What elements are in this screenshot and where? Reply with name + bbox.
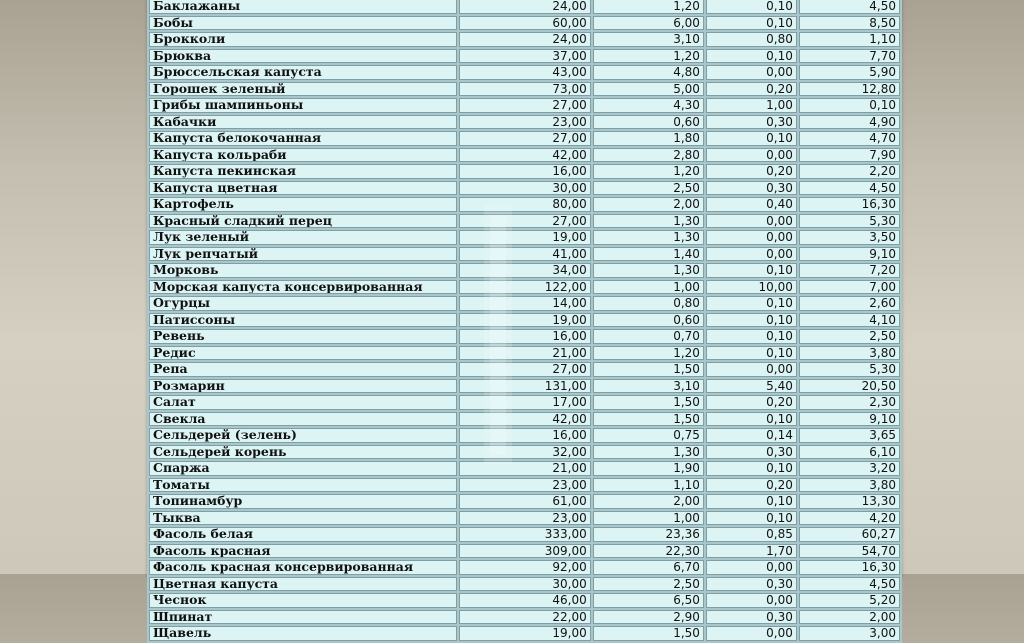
value-cell: 0,10: [706, 16, 797, 31]
value-cell: 0,10: [706, 346, 797, 361]
product-name-cell: Капуста кольраби: [149, 148, 457, 163]
value-cell: 80,00: [459, 197, 590, 212]
value-cell: 4,20: [799, 511, 900, 526]
value-cell: 1,20: [593, 0, 704, 14]
value-cell: 8,50: [799, 16, 900, 31]
table-row: [149, 16, 900, 31]
value-cell: 4,50: [799, 0, 900, 14]
value-cell: 19,00: [459, 626, 590, 641]
product-name-cell: Сельдерей корень: [149, 445, 457, 460]
value-cell: 0,20: [706, 395, 797, 410]
product-name-cell: Грибы шампиньоны: [149, 98, 457, 113]
value-cell: 2,50: [593, 577, 704, 592]
value-cell: 2,50: [593, 181, 704, 196]
value-cell: 0,85: [706, 527, 797, 542]
product-name-cell: Патиссоны: [149, 313, 457, 328]
value-cell: 4,90: [799, 115, 900, 130]
product-name-cell: Фасоль белая: [149, 527, 457, 542]
table-row: [149, 247, 900, 262]
value-cell: 1,20: [593, 346, 704, 361]
table-row: [149, 626, 900, 641]
table-row: [149, 544, 900, 559]
table-row: [149, 131, 900, 146]
value-cell: 23,36: [593, 527, 704, 542]
value-cell: 23,00: [459, 478, 590, 493]
table-row: [149, 610, 900, 625]
table-row: [149, 296, 900, 311]
product-name-cell: Ревень: [149, 329, 457, 344]
value-cell: 46,00: [459, 593, 590, 608]
value-cell: 0,00: [706, 626, 797, 641]
product-name-cell: Брюква: [149, 49, 457, 64]
product-name-cell: Фасоль красная: [149, 544, 457, 559]
table-row: [149, 412, 900, 427]
value-cell: 41,00: [459, 247, 590, 262]
table-row: [149, 313, 900, 328]
value-cell: 0,80: [706, 32, 797, 47]
value-cell: 0,60: [593, 115, 704, 130]
value-cell: 22,00: [459, 610, 590, 625]
value-cell: 0,30: [706, 610, 797, 625]
value-cell: 0,20: [706, 164, 797, 179]
value-cell: 3,10: [593, 32, 704, 47]
value-cell: 4,50: [799, 181, 900, 196]
value-cell: 30,00: [459, 577, 590, 592]
value-cell: 0,40: [706, 197, 797, 212]
product-name-cell: Лук репчатый: [149, 247, 457, 262]
value-cell: 4,10: [799, 313, 900, 328]
product-name-cell: Редис: [149, 346, 457, 361]
value-cell: 7,00: [799, 280, 900, 295]
table-row: [149, 379, 900, 394]
product-name-cell: Тыква: [149, 511, 457, 526]
product-name-cell: Свекла: [149, 412, 457, 427]
value-cell: 0,30: [706, 115, 797, 130]
value-cell: 0,10: [706, 0, 797, 14]
value-cell: 1,20: [593, 49, 704, 64]
nutrition-table-container: [147, 0, 902, 640]
value-cell: 37,00: [459, 49, 590, 64]
product-name-cell: Картофель: [149, 197, 457, 212]
value-cell: 0,10: [706, 49, 797, 64]
value-cell: 16,00: [459, 329, 590, 344]
value-cell: 13,30: [799, 494, 900, 509]
product-name-cell: Капуста цветная: [149, 181, 457, 196]
value-cell: 19,00: [459, 313, 590, 328]
table-row: [149, 527, 900, 542]
value-cell: 2,20: [799, 164, 900, 179]
value-cell: 3,10: [593, 379, 704, 394]
value-cell: 7,70: [799, 49, 900, 64]
value-cell: 1,00: [593, 280, 704, 295]
value-cell: 6,50: [593, 593, 704, 608]
value-cell: 3,00: [799, 626, 900, 641]
product-name-cell: Баклажаны: [149, 0, 457, 14]
table-row: [149, 478, 900, 493]
product-name-cell: Капуста пекинская: [149, 164, 457, 179]
value-cell: 0,00: [706, 247, 797, 262]
value-cell: 0,75: [593, 428, 704, 443]
value-cell: 0,70: [593, 329, 704, 344]
value-cell: 2,00: [593, 494, 704, 509]
product-name-cell: Капуста белокочанная: [149, 131, 457, 146]
table-row: [149, 32, 900, 47]
value-cell: 3,50: [799, 230, 900, 245]
value-cell: 0,60: [593, 313, 704, 328]
product-name-cell: Топинамбур: [149, 494, 457, 509]
value-cell: 5,40: [706, 379, 797, 394]
product-name-cell: Спаржа: [149, 461, 457, 476]
value-cell: 0,80: [593, 296, 704, 311]
value-cell: 1,80: [593, 131, 704, 146]
table-row: [149, 593, 900, 608]
value-cell: 24,00: [459, 32, 590, 47]
value-cell: 16,30: [799, 197, 900, 212]
value-cell: 21,00: [459, 346, 590, 361]
table-row: [149, 115, 900, 130]
value-cell: 0,10: [706, 329, 797, 344]
value-cell: 0,10: [706, 131, 797, 146]
value-cell: 27,00: [459, 214, 590, 229]
value-cell: 333,00: [459, 527, 590, 542]
value-cell: 0,10: [706, 494, 797, 509]
value-cell: 5,30: [799, 362, 900, 377]
value-cell: 23,00: [459, 115, 590, 130]
value-cell: 34,00: [459, 263, 590, 278]
value-cell: 14,00: [459, 296, 590, 311]
nutrition-table: [147, 0, 902, 643]
value-cell: 21,00: [459, 461, 590, 476]
product-name-cell: Цветная капуста: [149, 577, 457, 592]
product-name-cell: Томаты: [149, 478, 457, 493]
product-name-cell: Чеснок: [149, 593, 457, 608]
value-cell: 42,00: [459, 412, 590, 427]
value-cell: 0,00: [706, 593, 797, 608]
value-cell: 2,00: [799, 610, 900, 625]
table-row: [149, 230, 900, 245]
value-cell: 73,00: [459, 82, 590, 97]
value-cell: 0,20: [706, 82, 797, 97]
value-cell: 54,70: [799, 544, 900, 559]
value-cell: 0,10: [706, 313, 797, 328]
product-name-cell: Красный сладкий перец: [149, 214, 457, 229]
product-name-cell: Кабачки: [149, 115, 457, 130]
value-cell: 0,00: [706, 362, 797, 377]
value-cell: 60,27: [799, 527, 900, 542]
value-cell: 4,50: [799, 577, 900, 592]
product-name-cell: Шпинат: [149, 610, 457, 625]
product-name-cell: Розмарин: [149, 379, 457, 394]
value-cell: 4,30: [593, 98, 704, 113]
value-cell: 0,00: [706, 560, 797, 575]
table-row: [149, 82, 900, 97]
product-name-cell: Лук зеленый: [149, 230, 457, 245]
table-row: [149, 445, 900, 460]
value-cell: 2,80: [593, 148, 704, 163]
product-name-cell: Салат: [149, 395, 457, 410]
value-cell: 32,00: [459, 445, 590, 460]
value-cell: 0,10: [706, 511, 797, 526]
value-cell: 5,90: [799, 65, 900, 80]
value-cell: 1,50: [593, 362, 704, 377]
value-cell: 9,10: [799, 247, 900, 262]
value-cell: 61,00: [459, 494, 590, 509]
value-cell: 16,00: [459, 164, 590, 179]
value-cell: 1,50: [593, 412, 704, 427]
table-row: [149, 148, 900, 163]
table-row: [149, 214, 900, 229]
value-cell: 0,10: [706, 263, 797, 278]
value-cell: 0,00: [706, 65, 797, 80]
value-cell: 1,70: [706, 544, 797, 559]
value-cell: 0,10: [706, 296, 797, 311]
table-row: [149, 461, 900, 476]
value-cell: 1,30: [593, 445, 704, 460]
value-cell: 7,20: [799, 263, 900, 278]
value-cell: 10,00: [706, 280, 797, 295]
value-cell: 1,50: [593, 395, 704, 410]
value-cell: 0,10: [799, 98, 900, 113]
table-row: [149, 65, 900, 80]
value-cell: 1,30: [593, 214, 704, 229]
value-cell: 92,00: [459, 560, 590, 575]
product-name-cell: Брокколи: [149, 32, 457, 47]
table-row: [149, 511, 900, 526]
value-cell: 19,00: [459, 230, 590, 245]
product-name-cell: Репа: [149, 362, 457, 377]
value-cell: 43,00: [459, 65, 590, 80]
value-cell: 2,90: [593, 610, 704, 625]
value-cell: 5,00: [593, 82, 704, 97]
value-cell: 3,80: [799, 346, 900, 361]
value-cell: 5,30: [799, 214, 900, 229]
table-row: [149, 164, 900, 179]
value-cell: 2,50: [799, 329, 900, 344]
product-name-cell: Бобы: [149, 16, 457, 31]
value-cell: 1,10: [799, 32, 900, 47]
value-cell: 0,20: [706, 478, 797, 493]
table-row: [149, 428, 900, 443]
value-cell: 131,00: [459, 379, 590, 394]
product-name-cell: Сельдерей (зелень): [149, 428, 457, 443]
value-cell: 1,50: [593, 626, 704, 641]
table-row: [149, 49, 900, 64]
table-row: [149, 280, 900, 295]
value-cell: 6,00: [593, 16, 704, 31]
value-cell: 0,00: [706, 214, 797, 229]
table-row: [149, 577, 900, 592]
value-cell: 0,10: [706, 461, 797, 476]
product-name-cell: Морковь: [149, 263, 457, 278]
value-cell: 0,00: [706, 230, 797, 245]
value-cell: 22,30: [593, 544, 704, 559]
table-row: [149, 395, 900, 410]
table-row: [149, 362, 900, 377]
value-cell: 60,00: [459, 16, 590, 31]
value-cell: 6,70: [593, 560, 704, 575]
table-body: [149, 0, 900, 641]
value-cell: 2,60: [799, 296, 900, 311]
value-cell: 42,00: [459, 148, 590, 163]
table-row: [149, 98, 900, 113]
value-cell: 20,50: [799, 379, 900, 394]
value-cell: 309,00: [459, 544, 590, 559]
value-cell: 5,20: [799, 593, 900, 608]
value-cell: 30,00: [459, 181, 590, 196]
value-cell: 0,00: [706, 148, 797, 163]
value-cell: 9,10: [799, 412, 900, 427]
value-cell: 27,00: [459, 98, 590, 113]
value-cell: 4,80: [593, 65, 704, 80]
value-cell: 1,00: [706, 98, 797, 113]
value-cell: 1,30: [593, 230, 704, 245]
value-cell: 12,80: [799, 82, 900, 97]
product-name-cell: Горошек зеленый: [149, 82, 457, 97]
value-cell: 16,30: [799, 560, 900, 575]
value-cell: 3,80: [799, 478, 900, 493]
value-cell: 0,14: [706, 428, 797, 443]
value-cell: 16,00: [459, 428, 590, 443]
product-name-cell: Брюссельская капуста: [149, 65, 457, 80]
value-cell: 0,30: [706, 577, 797, 592]
product-name-cell: Морская капуста консервированная: [149, 280, 457, 295]
value-cell: 0,30: [706, 445, 797, 460]
value-cell: 1,90: [593, 461, 704, 476]
value-cell: 0,10: [706, 412, 797, 427]
table-row: [149, 0, 900, 14]
value-cell: 1,00: [593, 511, 704, 526]
table-row: [149, 560, 900, 575]
table-row: [149, 346, 900, 361]
product-name-cell: Щавель: [149, 626, 457, 641]
value-cell: 122,00: [459, 280, 590, 295]
value-cell: 27,00: [459, 362, 590, 377]
table-row: [149, 263, 900, 278]
value-cell: 24,00: [459, 0, 590, 14]
value-cell: 3,65: [799, 428, 900, 443]
value-cell: 0,30: [706, 181, 797, 196]
value-cell: 7,90: [799, 148, 900, 163]
table-row: [149, 197, 900, 212]
value-cell: 6,10: [799, 445, 900, 460]
value-cell: 17,00: [459, 395, 590, 410]
value-cell: 1,40: [593, 247, 704, 262]
value-cell: 27,00: [459, 131, 590, 146]
value-cell: 2,30: [799, 395, 900, 410]
table-row: [149, 329, 900, 344]
value-cell: 23,00: [459, 511, 590, 526]
value-cell: 3,20: [799, 461, 900, 476]
value-cell: 4,70: [799, 131, 900, 146]
product-name-cell: Огурцы: [149, 296, 457, 311]
value-cell: 2,00: [593, 197, 704, 212]
value-cell: 1,20: [593, 164, 704, 179]
value-cell: 1,30: [593, 263, 704, 278]
product-name-cell: Фасоль красная консервированная: [149, 560, 457, 575]
table-row: [149, 494, 900, 509]
table-row: [149, 181, 900, 196]
value-cell: 1,10: [593, 478, 704, 493]
